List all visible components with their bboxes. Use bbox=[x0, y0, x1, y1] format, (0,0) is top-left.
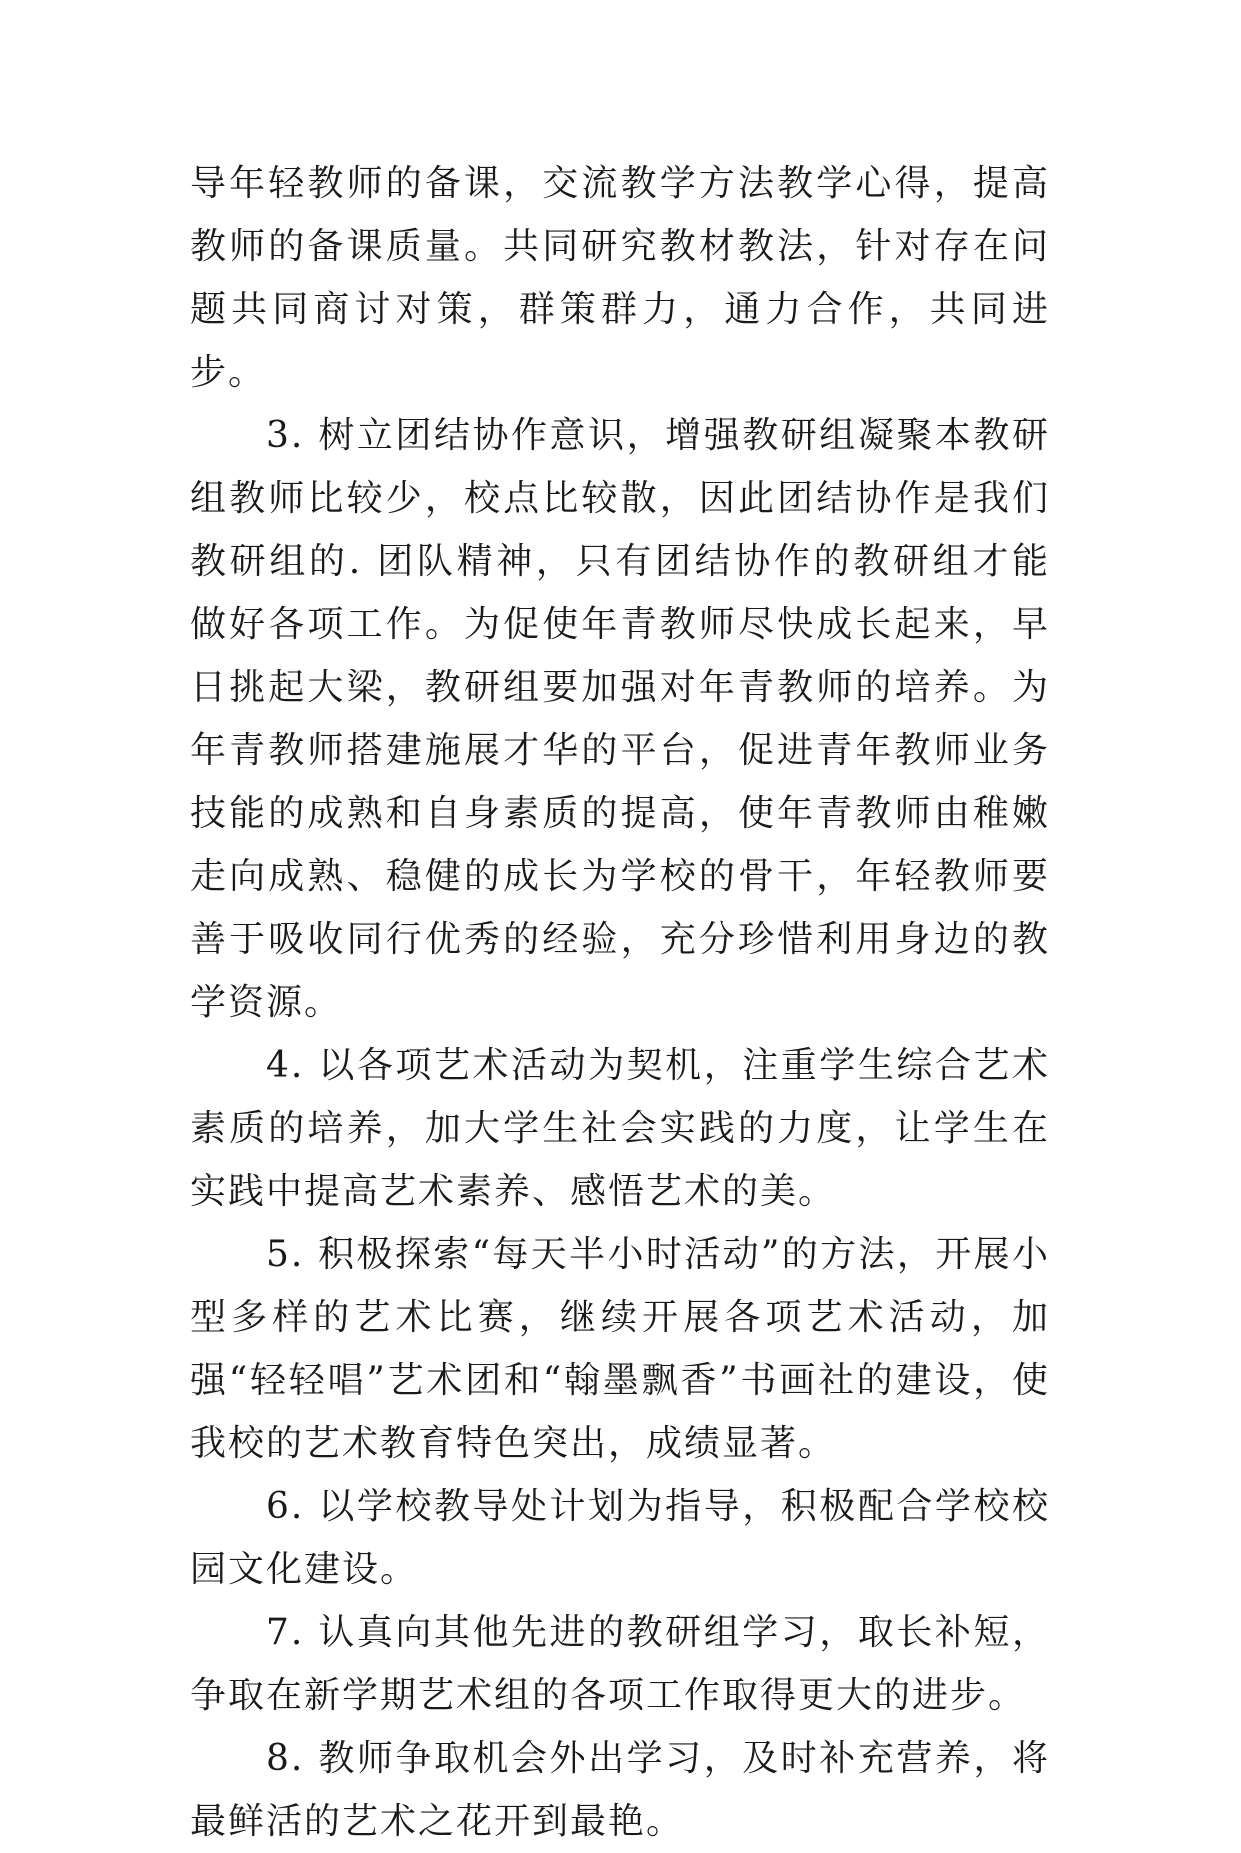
paragraph-item-8: 8. 教师争取机会外出学习，及时补充营养，将最鲜活的艺术之花开到最艳。 bbox=[190, 1738, 1050, 1842]
paragraph-item-3: 3. 树立团结协作意识，增强教研组凝聚本教研组教师比较少，校点比较散，因此团结协作是我们教研组的. 团队精神，只有团结协作的教研组才能做好各项工作。为促使年青教师尽快成长起来，早日挑起大梁，教研组要加强对年青教师的培养。为年青教师搭建施展才华的平台，促进青年教师业务技能的成熟和自身素质的提高，使年青教师由稚嫩走向成熟、稳健的成长为学校的骨干，年轻教师要善于吸收同行优秀的经验，充分珍惜利用身边的教学资源。 bbox=[190, 415, 1050, 1023]
paragraph-item-7: 7. 认真向其他先进的教研组学习，取长补短，争取在新学期艺术组的各项工作取得更大的进步。 bbox=[190, 1612, 1050, 1716]
document-body bbox=[190, 152, 1050, 1853]
paragraph-item-5: 5. 积极探索“每天半小时活动”的方法，开展小型多样的艺术比赛，继续开展各项艺术活动，加强“轻轻唱”艺术团和“翰墨飘香”书画社的建设，使我校的艺术教育特色突出，成绩显著。 bbox=[190, 1234, 1050, 1464]
paragraph-continuation: 导年轻教师的备课，交流教学方法教学心得，提高教师的备课质量。共同研究教材教法，针对存在问题共同商讨对策，群策群力，通力合作，共同进步。 bbox=[190, 163, 1050, 393]
paragraph-item-6: 6. 以学校教导处计划为指导，积极配合学校校园文化建设。 bbox=[190, 1486, 1050, 1590]
paragraph-item-4: 4. 以各项艺术活动为契机，注重学生综合艺术素质的培养，加大学生社会实践的力度，让学生在实践中提高艺术素养、感悟艺术的美。 bbox=[190, 1045, 1050, 1212]
